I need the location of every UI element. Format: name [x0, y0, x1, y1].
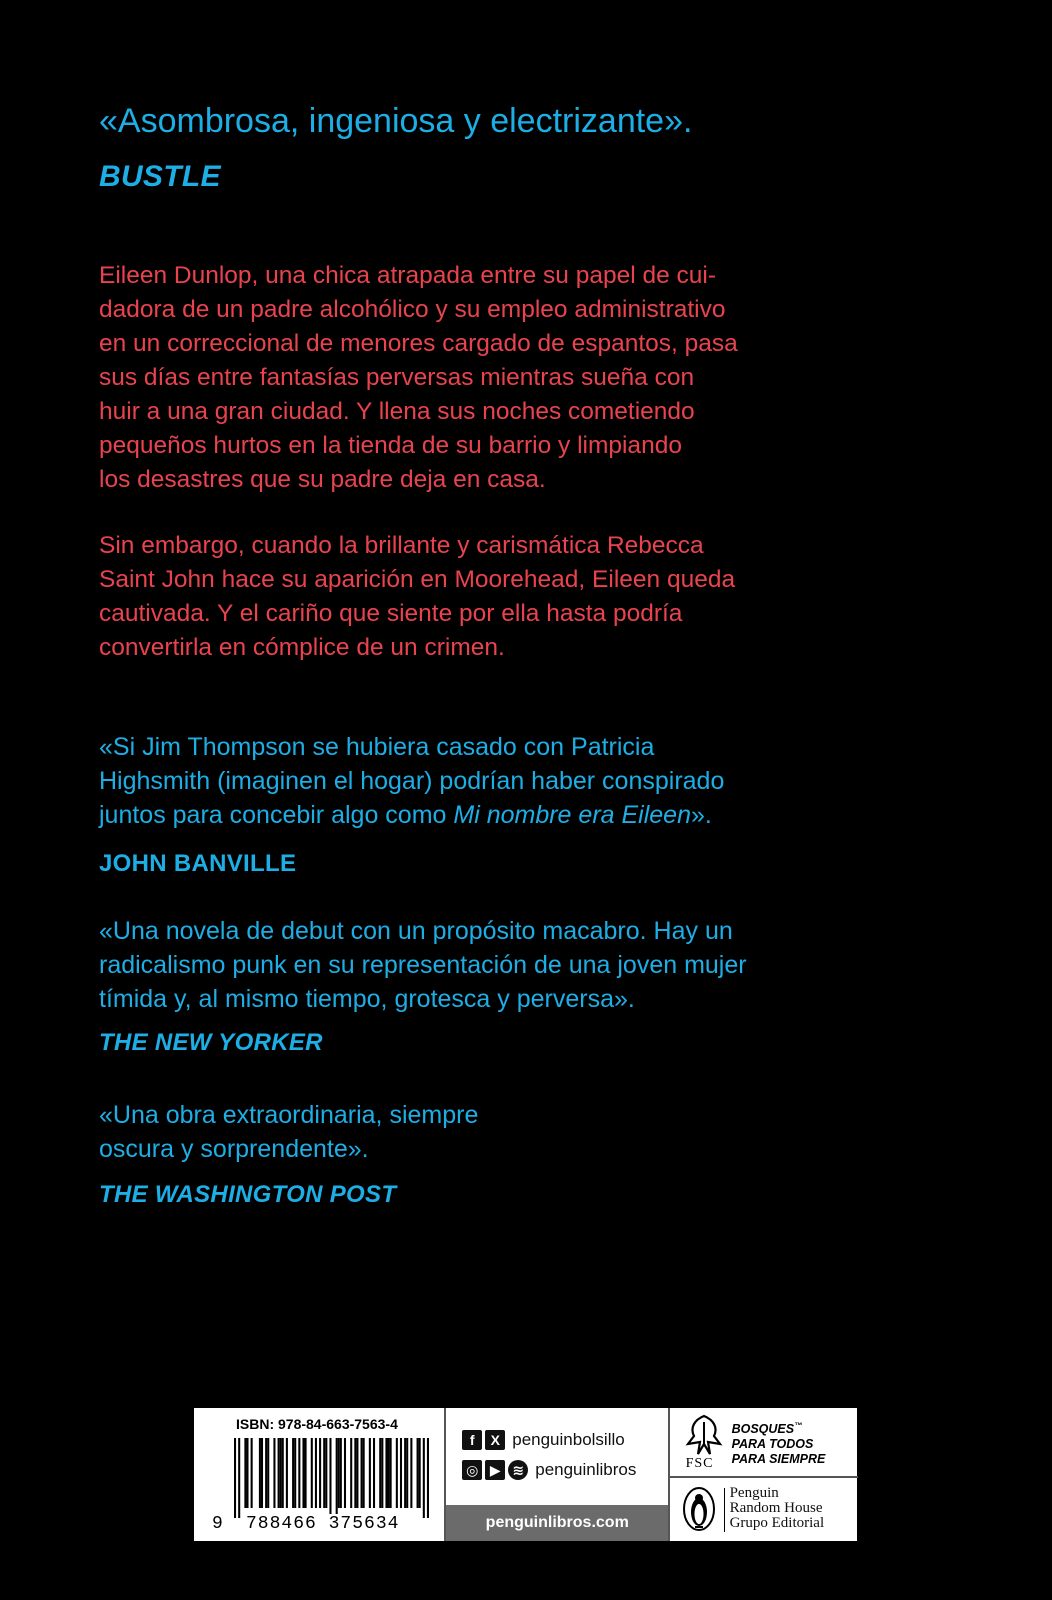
barcode-bar: [340, 1438, 342, 1508]
barcode-bar: [265, 1438, 267, 1508]
synopsis-paragraph-1: [99, 259, 899, 497]
quote-bustle: «Asombrosa, ingeniosa y electrizante».: [99, 102, 693, 140]
logos-section: [670, 1408, 857, 1541]
social-handle[interactable]: penguinlibros: [535, 1460, 637, 1479]
barcode-bar: [381, 1438, 383, 1508]
social-row-libros: [462, 1460, 636, 1480]
penguin-logo-icon: [682, 1486, 716, 1532]
barcode-bar: [388, 1438, 390, 1508]
x-icon[interactable]: X: [485, 1430, 505, 1450]
quote-new-yorker: [99, 914, 747, 1016]
barcode-bar: [325, 1438, 327, 1508]
barcode-bar: [373, 1438, 375, 1508]
barcode-bar: [379, 1438, 381, 1508]
barcode-bar: [344, 1438, 346, 1508]
synopsis-line: Saint John hace su aparición en Moorehead, Eileen queda: [99, 566, 736, 593]
barcode-bar: [423, 1438, 425, 1518]
barcode-bar: [282, 1438, 284, 1508]
quote-source-new-yorker: THE NEW YORKER: [99, 1029, 323, 1056]
publisher-line: Penguin: [729, 1485, 779, 1501]
quote-line: Highsmith (imaginen el hogar) podrían haber conspirado: [99, 767, 725, 795]
barcode-bar: [354, 1438, 356, 1508]
quote-text: juntos para concebir algo como: [99, 801, 454, 829]
barcode-bar: [319, 1438, 321, 1508]
barcode-image: [234, 1438, 429, 1518]
quote-line: tímida y, al mismo tiempo, grotesca y perversa».: [99, 985, 635, 1013]
barcode-bar: [363, 1438, 365, 1508]
barcode-bar: [329, 1438, 331, 1518]
barcode-bar: [404, 1438, 406, 1508]
barcode-bar: [273, 1438, 275, 1508]
barcode-bar: [336, 1438, 338, 1518]
barcode-bar: [410, 1438, 412, 1508]
social-handle[interactable]: penguinbolsillo: [512, 1430, 625, 1449]
quote-line: oscura y sorprendente».: [99, 1135, 369, 1163]
barcode-bar: [278, 1438, 280, 1508]
quote-line: «Si Jim Thompson se hubiera casado con Patricia: [99, 733, 655, 761]
publisher-line: Random House: [729, 1500, 823, 1516]
synopsis-line: dadora de un padre alcohólico y su empleo administrativo: [99, 296, 726, 323]
synopsis-line: pequeños hurtos en la tienda de su barrio y limpiando: [99, 432, 682, 459]
fsc-label: FSC: [685, 1456, 714, 1471]
quote-line: «Una novela de debut con un propósito macabro. Hay un: [99, 917, 733, 945]
barcode-bar: [390, 1438, 392, 1508]
publisher-divider: [724, 1488, 725, 1532]
synopsis-line: Sin embargo, cuando la brillante y carismática Rebecca: [99, 532, 704, 559]
synopsis-line: los desastres que su padre deja en casa.: [99, 466, 546, 493]
publisher-name: [730, 1486, 825, 1531]
barcode-bar: [361, 1438, 363, 1508]
barcode-bar: [369, 1438, 371, 1508]
barcode-bar: [419, 1438, 421, 1508]
facebook-icon[interactable]: f: [462, 1430, 482, 1450]
fsc-tree-icon: [684, 1414, 724, 1456]
barcode-bar: [356, 1438, 358, 1508]
instagram-icon[interactable]: ◎: [462, 1460, 482, 1480]
barcode-bar: [400, 1438, 402, 1508]
barcode-digits: 788466 375634: [246, 1514, 400, 1534]
quote-washington-post: [99, 1098, 478, 1166]
barcode-bar: [234, 1438, 236, 1518]
publisher-line: Grupo Editorial: [729, 1515, 825, 1531]
back-cover-info-panel: [194, 1408, 857, 1541]
fsc-slogan-line: BOSQUES™: [731, 1421, 803, 1437]
barcode-section: [194, 1408, 446, 1541]
quote-source-bustle: BUSTLE: [99, 160, 221, 193]
barcode-bar: [280, 1438, 282, 1508]
quote-banville: [99, 730, 724, 832]
barcode-bar: [246, 1438, 248, 1508]
synopsis-line: cautivada. Y el cariño que siente por ella hasta podría: [99, 600, 683, 627]
barcode-bar: [338, 1438, 340, 1508]
quote-line: «Una obra extraordinaria, siempre: [99, 1101, 479, 1129]
barcode-bar: [406, 1438, 408, 1508]
barcode-bar: [305, 1438, 307, 1508]
quote-source-banville: JOHN BANVILLE: [99, 850, 297, 877]
barcode-bar: [323, 1438, 325, 1508]
youtube-icon[interactable]: ▶: [485, 1460, 505, 1480]
barcode-bar: [286, 1438, 288, 1508]
spotify-icon[interactable]: ≋: [508, 1460, 528, 1480]
isbn-label: ISBN: 978-84-663-7563-4: [236, 1416, 398, 1432]
synopsis-line: Eileen Dunlop, una chica atrapada entre su papel de cui-: [99, 262, 716, 289]
barcode-bar: [385, 1438, 387, 1508]
quote-text: ».: [691, 801, 712, 829]
barcode-bar: [315, 1438, 317, 1508]
fsc-slogan-line: PARA TODOS: [731, 1437, 814, 1452]
barcode-bar: [259, 1438, 261, 1508]
quote-line: [99, 798, 724, 832]
barcode-bar: [298, 1438, 300, 1508]
barcode-bar: [311, 1438, 313, 1508]
barcode-bar: [294, 1438, 296, 1508]
barcode-lead-digit: 9: [212, 1514, 223, 1534]
website-link[interactable]: penguinlibros.com: [446, 1505, 668, 1541]
barcode-bar: [244, 1438, 246, 1508]
barcode-bar: [302, 1438, 304, 1508]
fsc-slogan-line: PARA SIEMPRE: [731, 1452, 826, 1467]
synopsis-paragraph-2: [99, 529, 899, 665]
barcode-bar: [238, 1438, 240, 1518]
barcode-bar: [261, 1438, 263, 1508]
book-title: Mi nombre era Eileen: [453, 801, 691, 829]
barcode-bar: [427, 1438, 429, 1518]
fsc-slogan: [732, 1418, 826, 1467]
barcode-bar: [267, 1438, 269, 1508]
social-row-bolsillo: [462, 1430, 624, 1450]
fsc-logo: [670, 1408, 858, 1478]
synopsis-line: convertirla en cómplice de un crimen.: [99, 634, 505, 661]
quote-source-washington-post: THE WASHINGTON POST: [99, 1181, 397, 1208]
quote-line: radicalismo punk en su representación de una joven mujer: [99, 951, 747, 979]
barcode-bar: [396, 1438, 398, 1508]
synopsis-line: huir a una gran ciudad. Y llena sus noches cometiendo: [99, 398, 695, 425]
barcode-bar: [292, 1438, 294, 1508]
barcode-bar: [251, 1438, 253, 1508]
barcode-bar: [350, 1438, 352, 1508]
barcode-bar: [417, 1438, 419, 1508]
synopsis-line: sus días entre fantasías perversas mientras sueña con: [99, 364, 695, 391]
synopsis-line: en un correccional de menores cargado de espantos, pasa: [99, 330, 738, 357]
social-section: [446, 1408, 669, 1541]
